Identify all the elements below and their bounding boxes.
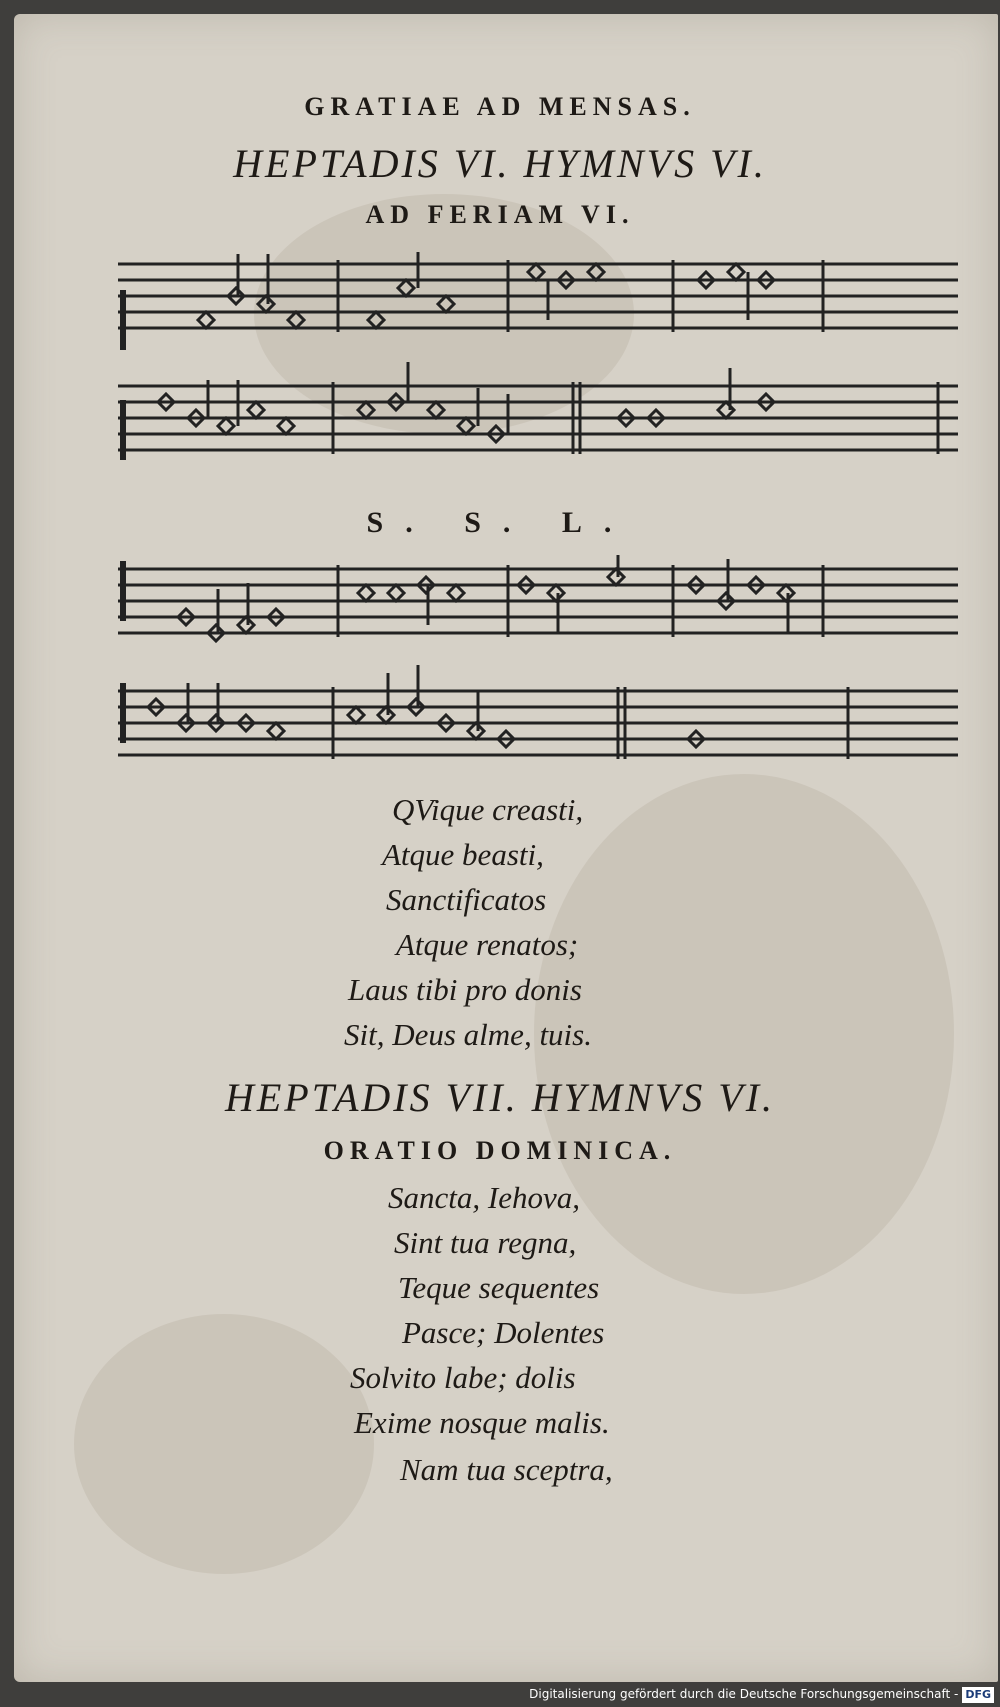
verse1-line: QVique creasti, bbox=[392, 792, 584, 827]
hymn2-title: HEPTADIS VII. HYMNVS VI. bbox=[224, 1075, 776, 1120]
hymn1-subtitle: AD FERIAM VI. bbox=[365, 200, 635, 229]
paper-stain bbox=[534, 774, 954, 1294]
verse2-line: Sint tua regna, bbox=[394, 1225, 577, 1260]
verse1-line: Sanctificatos bbox=[386, 882, 547, 917]
verse2-line: Teque sequentes bbox=[398, 1270, 600, 1305]
verse2-line: Nam tua sceptra, bbox=[400, 1452, 613, 1487]
footer-credit: Digitalisierung gefördert durch die Deutsche Forschungsgemeinschaft - bbox=[529, 1687, 959, 1701]
running-head: GRATIAE AD MENSAS. bbox=[304, 92, 696, 121]
verse1-line: Sit, Deus alme, tuis. bbox=[344, 1017, 592, 1052]
music-notation-system-1 bbox=[118, 250, 958, 490]
verse2-line: Pasce; Dolentes bbox=[402, 1315, 605, 1350]
dfg-logo: DFG bbox=[962, 1687, 994, 1703]
verse1-line: Laus tibi pro donis bbox=[348, 972, 582, 1007]
hymn2-subtitle: ORATIO DOMINICA. bbox=[323, 1136, 677, 1165]
hymn1-title: HEPTADIS VI. HYMNVS VI. bbox=[233, 141, 767, 186]
ssl-heading: S. S. L. bbox=[366, 506, 634, 539]
music-notation-system-2 bbox=[118, 555, 958, 795]
verse1-line: Atque renatos; bbox=[396, 927, 579, 962]
digitization-footer bbox=[0, 1682, 1000, 1707]
verse2-line: Solvito labe; dolis bbox=[350, 1360, 576, 1395]
paper-stain bbox=[74, 1314, 374, 1574]
verse1-line: Atque beasti, bbox=[382, 837, 544, 872]
verse2-line: Sancta, Iehova, bbox=[388, 1180, 580, 1215]
verse2-line: Exime nosque malis. bbox=[354, 1405, 610, 1440]
